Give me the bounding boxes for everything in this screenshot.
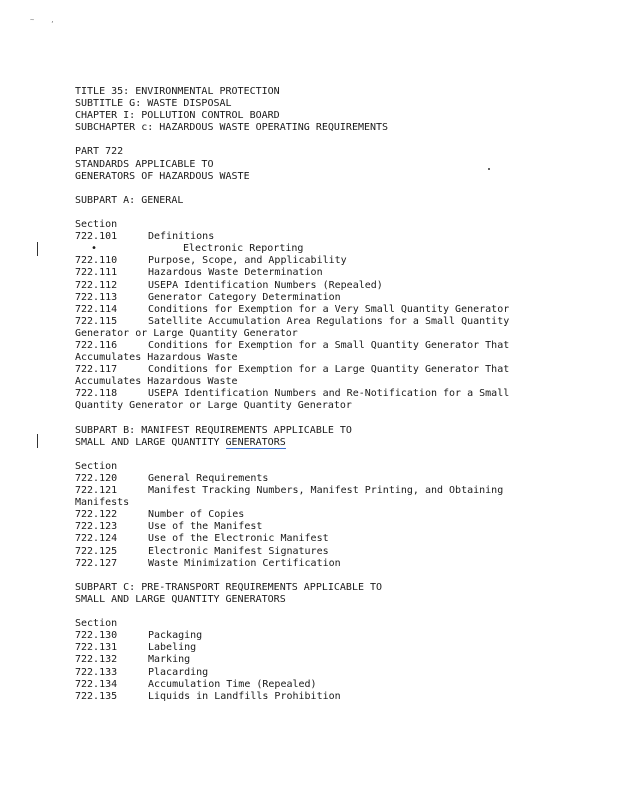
section-entry <box>75 280 545 292</box>
section-title: Use of the Manifest <box>148 521 263 533</box>
section-entry <box>75 691 545 703</box>
section-number: 722.120 <box>75 473 118 484</box>
section-title: Electronic Reporting <box>183 243 304 255</box>
section-title: USEPA Identification Numbers and Re-Notification for a Small <box>148 388 510 400</box>
section-entry <box>75 388 545 400</box>
section-number <box>75 243 148 255</box>
section-title: Labeling <box>148 642 197 654</box>
section-title: Placarding <box>148 666 209 678</box>
section-title-continuation: Quantity Generator or Large Quantity Generator <box>75 400 352 412</box>
section-entry <box>75 509 545 521</box>
section-entry <box>75 231 545 243</box>
section-title: Conditions for Exemption for a Very Small Quantity Generator <box>148 303 510 315</box>
section-title-continuation: Accumulates Hazardous Waste <box>75 376 238 388</box>
subpart-b-heading-line2 <box>75 437 545 449</box>
section-entry <box>75 485 545 497</box>
section-number: 722.111 <box>75 267 118 279</box>
subpart-b-heading: SUBPART B: MANIFEST REQUIREMENTS APPLICABLE TO <box>75 424 352 436</box>
section-number: 722.123 <box>75 521 118 533</box>
section-entry <box>75 667 545 679</box>
section-title: Accumulation Time (Repealed) <box>148 678 317 690</box>
section-number: 722.113 <box>75 291 118 303</box>
change-bar <box>37 434 38 448</box>
section-entry <box>75 630 545 642</box>
subpart-c-heading-line2: SMALL AND LARGE QUANTITY GENERATORS <box>75 593 286 605</box>
section-number: 722.132 <box>75 654 118 666</box>
section-number: 722.131 <box>75 642 118 654</box>
section-number: 722.127 <box>75 557 118 569</box>
title-line: TITLE 35: ENVIRONMENTAL PROTECTION <box>75 86 280 97</box>
section-title: Hazardous Waste Determination <box>148 267 323 279</box>
section-title: USEPA Identification Numbers (Repealed) <box>148 279 383 291</box>
section-entry <box>75 316 545 328</box>
section-entry <box>75 521 545 533</box>
section-entry <box>75 533 545 545</box>
section-number: 722.124 <box>75 533 118 545</box>
subpart-b-section-list <box>75 473 545 570</box>
section-number: 722.116 <box>75 339 118 351</box>
subpart-b-heading-tail: GENERATORS <box>225 436 286 448</box>
section-title: Generator Category Determination <box>148 291 341 303</box>
section-number: 722.135 <box>75 690 118 702</box>
section-title: General Requirements <box>148 473 269 484</box>
section-number: 722.122 <box>75 509 118 521</box>
subchapter-line: SUBCHAPTER c: HAZARDOUS WASTE OPERATING REQUIREMENTS <box>75 122 389 134</box>
section-title: Marking <box>148 654 191 666</box>
section-entry <box>75 679 545 691</box>
chapter-line: CHAPTER I: POLLUTION CONTROL BOARD <box>75 110 280 122</box>
section-number: 722.133 <box>75 666 118 678</box>
part-title-line1: STANDARDS APPLICABLE TO <box>75 158 214 170</box>
section-entry <box>75 642 545 654</box>
section-entry <box>75 558 545 570</box>
section-number: 722.121 <box>75 485 118 497</box>
section-number: 722.110 <box>75 255 118 267</box>
subpart-a-section-list <box>75 231 545 412</box>
section-title-continuation: Manifests <box>75 497 130 509</box>
section-entry <box>75 654 545 666</box>
section-number: 722.134 <box>75 678 118 690</box>
section-title: Packaging <box>148 630 203 642</box>
bullet-marker: • <box>90 243 98 255</box>
section-label: Section <box>75 618 118 630</box>
subpart-b-heading-text: SMALL AND LARGE QUANTITY <box>75 436 220 448</box>
section-number: 722.130 <box>75 630 118 642</box>
section-number: 722.125 <box>75 545 118 557</box>
section-number: 722.115 <box>75 315 118 327</box>
document-body <box>75 86 545 703</box>
scan-artifact: ~ , <box>30 16 61 24</box>
subtitle-line: SUBTITLE G: WASTE DISPOSAL <box>75 98 232 110</box>
section-entry <box>75 364 545 376</box>
section-title: Satellite Accumulation Area Regulations for a Small Quantity <box>148 315 510 327</box>
section-number: 722.101 <box>75 231 118 243</box>
subpart-c-heading: SUBPART C: PRE-TRANSPORT REQUIREMENTS APPLICABLE TO <box>75 581 383 593</box>
change-bar <box>37 242 38 256</box>
section-entry <box>75 255 545 267</box>
section-entry <box>75 267 545 279</box>
section-title: Liquids in Landfills Prohibition <box>148 690 341 702</box>
section-entry <box>75 304 545 316</box>
section-title: Purpose, Scope, and Applicability <box>148 255 347 267</box>
section-number: 722.117 <box>75 364 118 376</box>
section-title: Conditions for Exemption for a Small Quantity Generator That <box>148 339 510 351</box>
section-label: Section <box>75 460 118 472</box>
section-title: Conditions for Exemption for a Large Quantity Generator That <box>148 364 510 376</box>
section-title: Waste Minimization Certification <box>148 557 341 569</box>
subpart-a-heading: SUBPART A: GENERAL <box>75 194 184 206</box>
section-entry <box>75 340 545 352</box>
part-label: PART 722 <box>75 146 124 158</box>
section-title-continuation: Generator or Large Quantity Generator <box>75 327 298 339</box>
section-title-continuation: Accumulates Hazardous Waste <box>75 352 238 364</box>
section-number: 722.114 <box>75 303 118 315</box>
part-title-line2: GENERATORS OF HAZARDOUS WASTE <box>75 170 250 182</box>
section-title: Definitions <box>148 231 215 243</box>
section-entry <box>75 473 545 485</box>
section-entry <box>75 546 545 558</box>
section-label: Section <box>75 219 118 231</box>
section-title: Electronic Manifest Signatures <box>148 545 329 557</box>
subpart-c-section-list <box>75 630 545 703</box>
section-title: Number of Copies <box>148 509 245 521</box>
section-number: 722.112 <box>75 279 118 291</box>
section-number: 722.118 <box>75 388 118 400</box>
section-title: Manifest Tracking Numbers, Manifest Printing, and Obtaining <box>148 485 504 497</box>
section-entry <box>75 243 545 255</box>
section-title: Use of the Electronic Manifest <box>148 533 329 545</box>
section-entry <box>75 292 545 304</box>
